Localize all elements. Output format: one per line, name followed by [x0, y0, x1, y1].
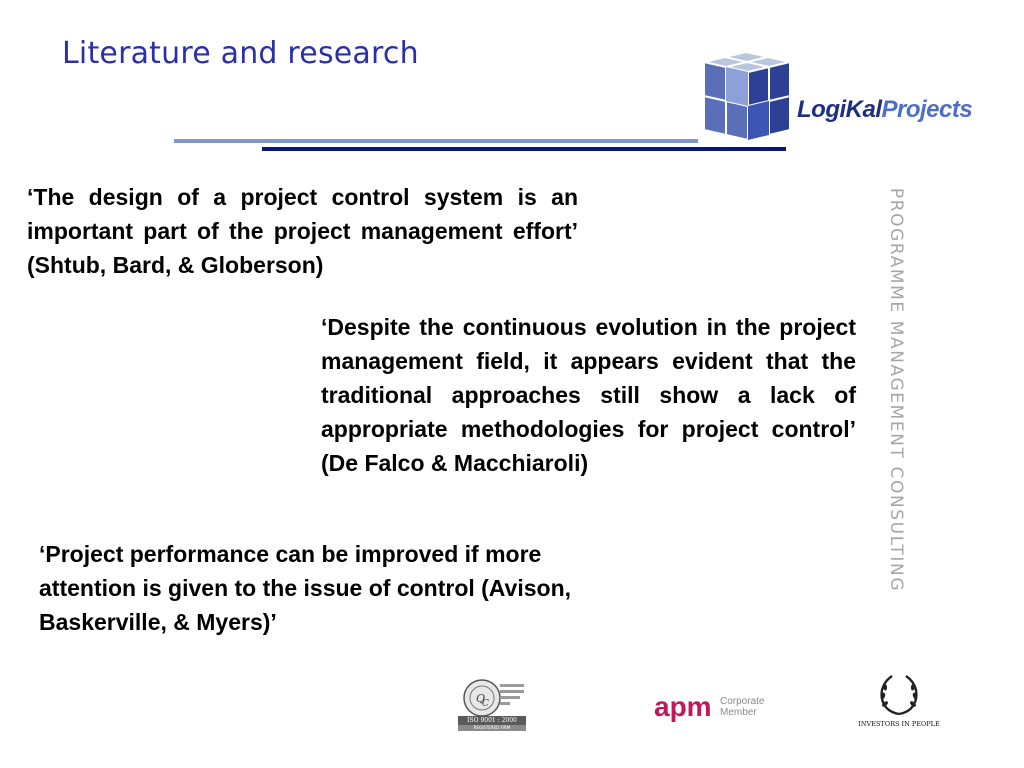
apm-member-label: Member	[720, 707, 757, 718]
svg-text:C: C	[482, 699, 489, 709]
slide-title: Literature and research	[62, 36, 419, 71]
apm-wordmark: apm	[654, 691, 712, 722]
apm-corporate-member-logo	[654, 690, 769, 726]
iip-label: INVESTORS IN PEOPLE	[858, 720, 940, 728]
svg-text:Q: Q	[476, 692, 486, 705]
programme-management-consulting-label: PROGRAMME MANAGEMENT CONSULTING	[886, 187, 906, 593]
laurel-wreath-icon	[858, 674, 940, 718]
iso-top-text: ISO 9001 : 2000	[467, 717, 517, 724]
cube-icon	[700, 50, 795, 142]
logo-wordmark-part2: Projects	[881, 96, 973, 123]
quote-shtub: ‘The design of a project control system is an important part of the project management effort’ (Shtub, Bard, & Globerson)	[27, 184, 578, 278]
iso-9001-badge	[456, 676, 528, 732]
side-text-container	[866, 160, 926, 620]
apm-corporate-label: Corporate	[720, 696, 765, 707]
title-underline-dark	[262, 147, 786, 151]
logikal-logo	[700, 50, 1000, 142]
iso-bottom-text: REGISTERED FIRM	[473, 725, 511, 730]
investors-in-people-logo	[858, 674, 940, 732]
logo-wordmark-part1: LogiKal	[797, 96, 882, 123]
title-underline-light	[174, 139, 698, 143]
logo-wordmark	[797, 98, 972, 122]
quote-de-falco: ‘Despite the continuous evolution in the project management field, it appears evident that the traditional approaches still show a lack of appropriate methodologies for project control’ (De Falco & Macchiaroli)	[321, 314, 856, 476]
quote-avison: ‘Project performance can be improved if more attention is given to the issue of control (Avison, Baskerville, & Myers)’	[39, 541, 572, 635]
